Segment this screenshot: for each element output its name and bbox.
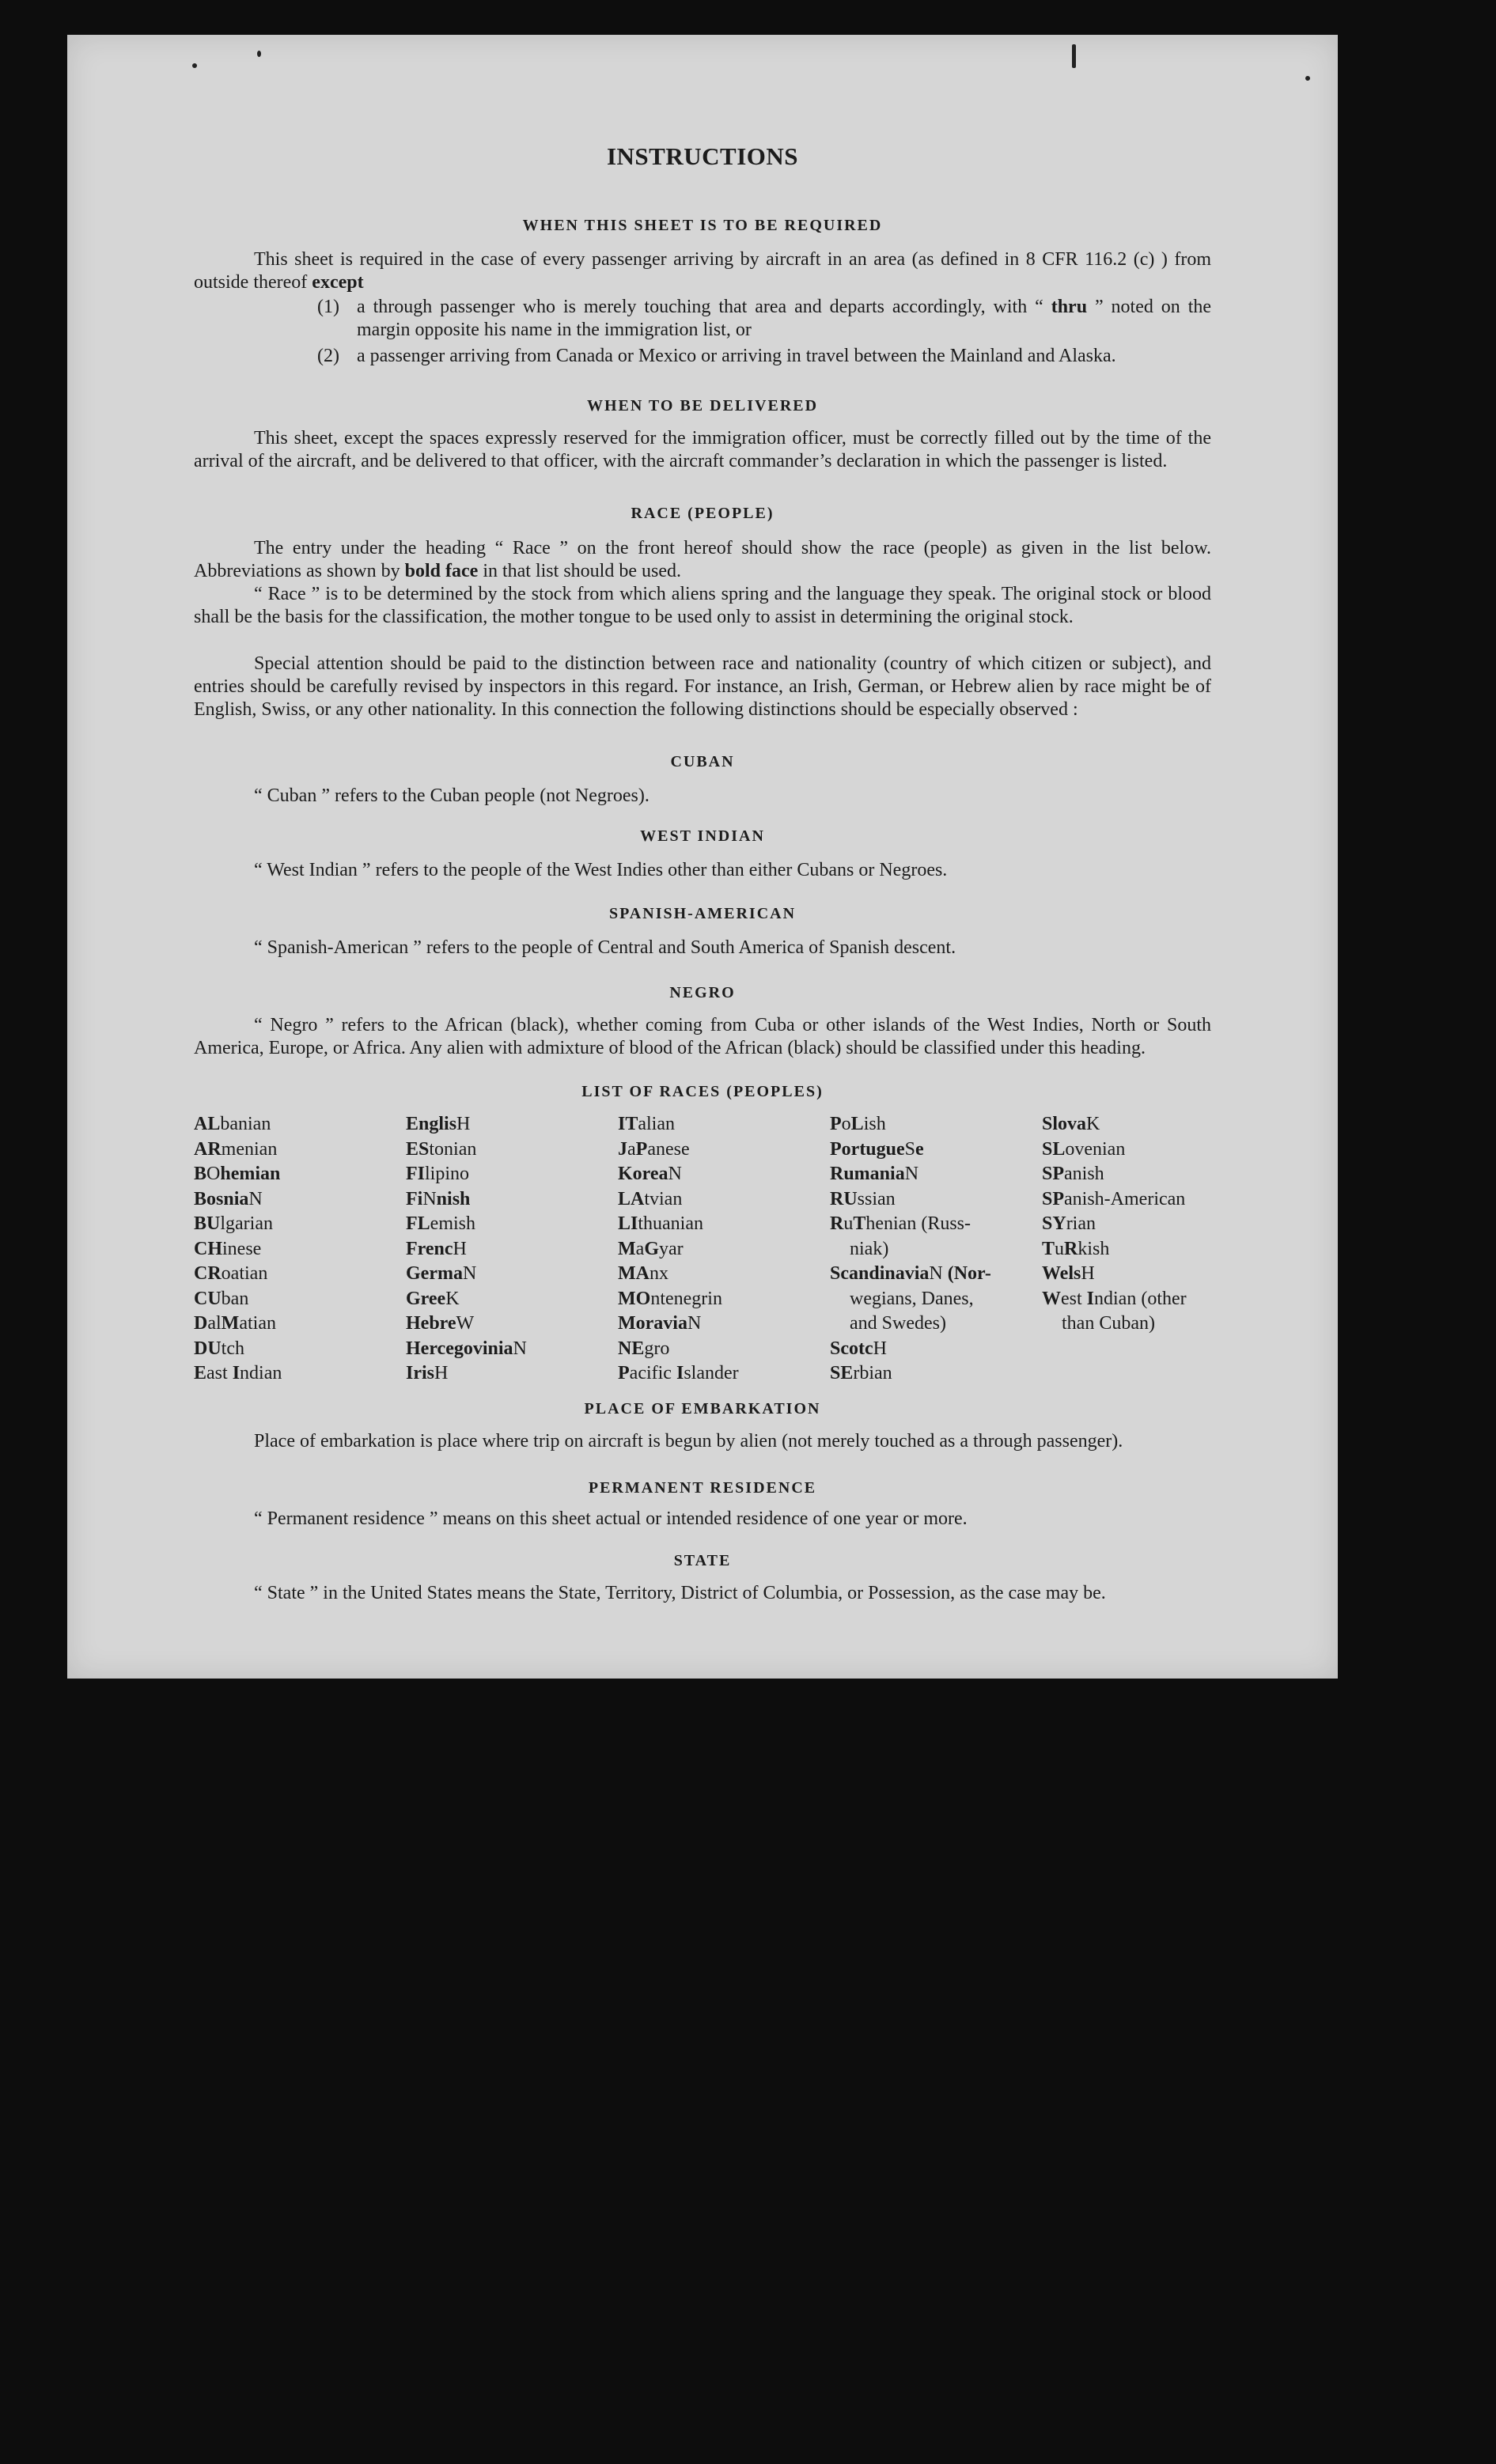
item-number: (2) bbox=[317, 346, 339, 366]
race-abbreviation: Germa bbox=[406, 1263, 463, 1284]
race-abbreviation: Hercegovinia bbox=[406, 1338, 513, 1359]
race-abbreviation: W bbox=[1042, 1288, 1061, 1309]
race-abbreviation: Gree bbox=[406, 1288, 446, 1309]
race-abbreviation: BU bbox=[194, 1213, 221, 1234]
race-abbreviation: LI bbox=[618, 1213, 638, 1234]
race-entry bbox=[1042, 1287, 1248, 1312]
race-text: menian bbox=[221, 1138, 278, 1160]
race-entry bbox=[830, 1361, 1036, 1387]
race-entry bbox=[406, 1337, 612, 1362]
race-text: u bbox=[843, 1213, 854, 1234]
race-text: anish bbox=[1064, 1164, 1104, 1184]
paragraph-cuban: “ Cuban ” refers to the Cuban people (not Negroes). bbox=[254, 785, 650, 806]
race-column bbox=[1042, 1112, 1248, 1337]
race-abbreviation: AL bbox=[194, 1114, 221, 1134]
race-abbreviation: G bbox=[644, 1238, 659, 1259]
race-abbreviation: FI bbox=[406, 1164, 425, 1184]
race-entry bbox=[406, 1212, 612, 1237]
paragraph-when-required bbox=[194, 248, 1211, 294]
race-entry bbox=[830, 1112, 1036, 1137]
race-abbreviation: T bbox=[1042, 1238, 1055, 1259]
race-abbreviation: FL bbox=[406, 1213, 430, 1234]
text: This sheet is required in the case of every passenger arriving by aircraft in an area (as defined in 8 CFR 116.2 (c) ) from outside thereof bbox=[194, 249, 1211, 293]
race-abbreviation: I bbox=[1086, 1288, 1095, 1309]
race-entry bbox=[618, 1311, 824, 1337]
race-abbreviation: ES bbox=[406, 1138, 430, 1160]
race-column bbox=[406, 1112, 612, 1387]
race-entry bbox=[194, 1311, 400, 1337]
race-text: a bbox=[635, 1238, 645, 1259]
race-entry bbox=[1042, 1162, 1248, 1187]
race-text: thuanian bbox=[638, 1213, 703, 1234]
race-abbreviation: hemian bbox=[220, 1164, 281, 1184]
race-abbreviation: J bbox=[618, 1138, 627, 1160]
race-text: ntenegrin bbox=[650, 1288, 722, 1309]
race-column bbox=[830, 1112, 1036, 1387]
race-abbreviation: MO bbox=[618, 1288, 651, 1309]
race-abbreviation: nish bbox=[436, 1188, 471, 1209]
race-entry bbox=[830, 1262, 1036, 1287]
race-entry bbox=[618, 1162, 824, 1187]
race-text: inese bbox=[222, 1238, 262, 1259]
document-sheet bbox=[67, 35, 1338, 1679]
race-text: K bbox=[1086, 1114, 1100, 1134]
race-entry bbox=[406, 1187, 612, 1213]
race-abbreviation: Iris bbox=[406, 1363, 434, 1383]
race-abbreviation: Wels bbox=[1042, 1263, 1081, 1284]
race-abbreviation: IT bbox=[618, 1114, 638, 1134]
race-text: o bbox=[841, 1114, 851, 1134]
race-abbreviation: Scandinavia bbox=[830, 1263, 930, 1284]
race-entry bbox=[830, 1187, 1036, 1213]
text: ” noted on the margin opposite his name in the immigration list, or bbox=[357, 297, 1212, 340]
race-entry bbox=[194, 1137, 400, 1163]
race-entry bbox=[194, 1112, 400, 1137]
race-abbreviation: Hebre bbox=[406, 1313, 456, 1334]
race-text: kish bbox=[1077, 1238, 1110, 1259]
race-entry bbox=[194, 1212, 400, 1237]
race-text: ish bbox=[863, 1114, 886, 1134]
race-text: wegians, Danes, bbox=[850, 1288, 974, 1309]
race-abbreviation: P bbox=[635, 1138, 648, 1160]
race-abbreviation: LA bbox=[618, 1188, 645, 1209]
race-abbreviation: P bbox=[618, 1363, 630, 1383]
paragraph-state: “ State ” in the United States means the State, Territory, District of Columbia, or Possession, as the case may be. bbox=[254, 1583, 1106, 1603]
race-entry bbox=[618, 1262, 824, 1287]
race-text: ndian bbox=[240, 1363, 282, 1383]
text: The entry under the heading “ Race ” on the front hereof should show the race (people) as given in the list below. Abbreviations as shown by bbox=[194, 538, 1211, 581]
race-entry bbox=[618, 1212, 824, 1237]
paragraph-spanish-american: “ Spanish-American ” refers to the people of Central and South America of Spanish descent. bbox=[254, 937, 956, 958]
race-text: a bbox=[627, 1138, 636, 1160]
race-entry bbox=[406, 1162, 612, 1187]
race-abbreviation: AR bbox=[194, 1138, 222, 1160]
heading-when-required: WHEN THIS SHEET IS TO BE REQUIRED bbox=[522, 217, 883, 234]
race-text: u bbox=[1055, 1238, 1065, 1259]
race-text: lgarian bbox=[220, 1213, 273, 1234]
heading-spanish-american: SPANISH-AMERICAN bbox=[608, 905, 797, 922]
race-text: tvian bbox=[644, 1188, 683, 1209]
race-entry bbox=[830, 1237, 1036, 1262]
paragraph-race-3: Special attention should be paid to the distinction between race and nationality (country of which citizen or subject), and entries should be carefully revised by inspectors in this regard. For instance, an Irish, German, or Hebrew alien by race might be of English, Swiss, or any other nationality. In this connection the following distinctions should be especially observed : bbox=[194, 653, 1211, 720]
race-entry bbox=[830, 1212, 1036, 1237]
race-abbreviation: SY bbox=[1042, 1213, 1066, 1234]
race-entry bbox=[406, 1237, 612, 1262]
race-text: gro bbox=[644, 1338, 670, 1359]
race-entry bbox=[194, 1237, 400, 1262]
race-text: est bbox=[1061, 1288, 1087, 1309]
heading-negro: NEGRO bbox=[669, 984, 736, 1001]
race-text: H bbox=[456, 1114, 471, 1134]
race-abbreviation: R bbox=[830, 1213, 844, 1234]
race-entry bbox=[1042, 1212, 1248, 1237]
race-text: N bbox=[462, 1263, 477, 1284]
race-text: O bbox=[206, 1164, 221, 1184]
race-entry bbox=[194, 1361, 400, 1387]
paragraph-west-indian: “ West Indian ” refers to the people of the West Indies other than either Cubans or Negroes. bbox=[254, 860, 948, 880]
race-entry bbox=[618, 1137, 824, 1163]
race-entry bbox=[830, 1337, 1036, 1362]
race-abbreviation: E bbox=[194, 1363, 207, 1383]
race-entry bbox=[1042, 1237, 1248, 1262]
race-abbreviation: CR bbox=[194, 1263, 222, 1284]
race-text: banian bbox=[220, 1114, 271, 1134]
race-text: ast bbox=[206, 1363, 233, 1383]
text: in that list should be used. bbox=[478, 561, 681, 581]
race-abbreviation: RU bbox=[830, 1188, 858, 1209]
race-entry bbox=[830, 1287, 1036, 1312]
race-text: W bbox=[456, 1313, 475, 1334]
paragraph-negro: “ Negro ” refers to the African (black), whether coming from Cuba or other islands of the West Indies, North or South America, Europe, or Africa. Any alien with admixture of blood of the African (black) should be classified under this heading. bbox=[194, 1015, 1211, 1058]
race-text: and Swedes) bbox=[850, 1313, 946, 1334]
race-abbreviation: I bbox=[232, 1363, 240, 1383]
paragraph-residence: “ Permanent residence ” means on this sheet actual or intended residence of one year or more. bbox=[254, 1508, 968, 1529]
race-abbreviation: Slova bbox=[1042, 1114, 1087, 1134]
race-text: henian (Russ- bbox=[865, 1213, 971, 1234]
race-text: N bbox=[513, 1338, 527, 1359]
race-abbreviation: T bbox=[853, 1213, 866, 1234]
heading-cuban: CUBAN bbox=[670, 753, 735, 770]
race-abbreviation: Frenc bbox=[406, 1238, 453, 1259]
race-text: H bbox=[453, 1238, 467, 1259]
race-entry bbox=[618, 1187, 824, 1213]
race-text: acific bbox=[629, 1363, 676, 1383]
heading-embarkation: PLACE OF EMBARKATION bbox=[584, 1400, 821, 1417]
race-text: N bbox=[929, 1263, 943, 1284]
heading-residence: PERMANENT RESIDENCE bbox=[588, 1479, 817, 1497]
race-text: al bbox=[207, 1313, 222, 1334]
race-text: tch bbox=[221, 1338, 244, 1359]
text: a through passenger who is merely touching that area and departs accordingly, with “ bbox=[357, 297, 1051, 317]
race-entry bbox=[194, 1262, 400, 1287]
page-title: INSTRUCTIONS bbox=[606, 142, 798, 170]
scan-speck bbox=[257, 51, 261, 57]
heading-list-of-races: LIST OF RACES (PEOPLES) bbox=[581, 1083, 824, 1100]
race-list bbox=[194, 1112, 1222, 1397]
race-text: emish bbox=[430, 1213, 475, 1234]
heading-when-delivered: WHEN TO BE DELIVERED bbox=[586, 397, 819, 414]
race-abbreviation: NE bbox=[618, 1338, 645, 1359]
race-text: nx bbox=[649, 1263, 668, 1284]
race-abbreviation: e bbox=[915, 1138, 924, 1160]
race-abbreviation: SE bbox=[830, 1363, 854, 1383]
race-abbreviation: CH bbox=[194, 1238, 222, 1259]
race-entry bbox=[618, 1337, 824, 1362]
heading-state: STATE bbox=[673, 1552, 732, 1569]
race-entry bbox=[194, 1162, 400, 1187]
scan-speck bbox=[1072, 44, 1076, 68]
race-abbreviation: R bbox=[1064, 1238, 1078, 1259]
race-abbreviation: L bbox=[850, 1114, 864, 1134]
race-abbreviation: Rumania bbox=[830, 1164, 905, 1184]
item-number: (1) bbox=[317, 297, 339, 317]
race-abbreviation: D bbox=[194, 1313, 208, 1334]
race-abbreviation: MA bbox=[618, 1263, 650, 1284]
race-entry bbox=[406, 1311, 612, 1337]
race-entry bbox=[194, 1187, 400, 1213]
race-text: anese bbox=[647, 1138, 690, 1160]
race-entry bbox=[1042, 1137, 1248, 1163]
race-abbreviation: Portugue bbox=[830, 1138, 905, 1160]
race-text: ovenian bbox=[1065, 1138, 1126, 1160]
race-entry bbox=[618, 1112, 824, 1137]
paragraph-race-2: “ Race ” is to be determined by the stock from which aliens spring and the language they speak. The original stock or blood shall be the basis for the classification, the mother tongue to be used only to assist in determining the original stock. bbox=[194, 584, 1211, 627]
race-entry bbox=[1042, 1262, 1248, 1287]
race-text: than Cuban) bbox=[1062, 1313, 1155, 1334]
race-abbreviation: M bbox=[618, 1238, 636, 1259]
heading-race: RACE (PEOPLE) bbox=[631, 505, 775, 522]
heading-west-indian: WEST INDIAN bbox=[640, 827, 765, 845]
race-text: N bbox=[687, 1313, 702, 1334]
race-entry bbox=[1042, 1187, 1248, 1213]
race-text: ban bbox=[221, 1288, 249, 1309]
race-text: rbian bbox=[853, 1363, 892, 1383]
list-item-2 bbox=[317, 345, 1211, 368]
race-abbreviation: P bbox=[830, 1114, 842, 1134]
race-column bbox=[618, 1112, 824, 1387]
race-abbreviation: Englis bbox=[406, 1114, 457, 1134]
race-entry bbox=[618, 1287, 824, 1312]
race-text: anish-American bbox=[1064, 1188, 1186, 1209]
race-abbreviation: I bbox=[676, 1363, 684, 1383]
race-text: rian bbox=[1066, 1213, 1096, 1234]
race-entry bbox=[1042, 1112, 1248, 1137]
race-abbreviation: Fi bbox=[406, 1188, 423, 1209]
race-entry bbox=[1042, 1311, 1248, 1337]
race-entry bbox=[406, 1262, 612, 1287]
race-abbreviation: Moravia bbox=[618, 1313, 687, 1334]
list-item-1 bbox=[317, 296, 1211, 342]
race-text: H bbox=[1081, 1263, 1095, 1284]
race-text: niak) bbox=[850, 1238, 889, 1259]
paragraph-race-1 bbox=[194, 537, 1211, 583]
race-text: yar bbox=[658, 1238, 684, 1259]
race-text: ndian (other bbox=[1094, 1288, 1187, 1309]
race-abbreviation: Scotc bbox=[830, 1338, 873, 1359]
race-entry bbox=[618, 1237, 824, 1262]
race-abbreviation: SP bbox=[1042, 1164, 1065, 1184]
race-abbreviation: SL bbox=[1042, 1138, 1066, 1160]
race-entry bbox=[406, 1287, 612, 1312]
race-entry bbox=[194, 1337, 400, 1362]
race-text: slander bbox=[684, 1363, 739, 1383]
emphasis-except: except bbox=[312, 272, 364, 293]
race-abbreviation: M bbox=[221, 1313, 240, 1334]
race-abbreviation: DU bbox=[194, 1338, 222, 1359]
race-entry bbox=[830, 1311, 1036, 1337]
race-entry bbox=[830, 1162, 1036, 1187]
race-text: alian bbox=[638, 1114, 675, 1134]
race-text: atian bbox=[239, 1313, 276, 1334]
race-text: H bbox=[873, 1338, 887, 1359]
race-abbreviation: CU bbox=[194, 1288, 222, 1309]
emphasis-bold-face: bold face bbox=[404, 561, 479, 581]
race-entry bbox=[830, 1137, 1036, 1163]
race-text: oatian bbox=[221, 1263, 268, 1284]
race-text: N bbox=[248, 1188, 263, 1209]
race-entry bbox=[618, 1361, 824, 1387]
race-entry bbox=[406, 1361, 612, 1387]
text: a passenger arriving from Canada or Mexico or arriving in travel between the Mainland and Alaska. bbox=[357, 346, 1116, 366]
race-text: lipino bbox=[425, 1164, 470, 1184]
race-entry bbox=[194, 1287, 400, 1312]
scan-speck bbox=[1305, 76, 1310, 81]
race-text: N bbox=[422, 1188, 437, 1209]
race-text: tonian bbox=[429, 1138, 477, 1160]
race-abbreviation: Bosnia bbox=[194, 1188, 249, 1209]
scan-speck bbox=[192, 63, 197, 68]
paragraph-when-delivered: This sheet, except the spaces expressly reserved for the immigration officer, must be correctly filled out by the time of the arrival of the aircraft, and be delivered to that officer, with the aircraft commander’s declaration in which the passenger is listed. bbox=[194, 428, 1211, 471]
race-text: ssian bbox=[857, 1188, 896, 1209]
race-abbreviation: B bbox=[194, 1164, 207, 1184]
race-column bbox=[194, 1112, 400, 1387]
race-text: N bbox=[668, 1164, 682, 1184]
race-entry bbox=[406, 1137, 612, 1163]
race-text: K bbox=[445, 1288, 460, 1309]
race-abbreviation: SP bbox=[1042, 1188, 1065, 1209]
emphasis-thru: thru bbox=[1051, 297, 1088, 317]
race-text: N bbox=[904, 1164, 919, 1184]
paragraph-embarkation: Place of embarkation is place where trip on aircraft is begun by alien (not merely touched as a through passenger). bbox=[254, 1431, 1123, 1452]
race-abbreviation: (Nor- bbox=[942, 1263, 991, 1284]
race-text: S bbox=[904, 1138, 916, 1160]
race-text: H bbox=[434, 1363, 449, 1383]
race-abbreviation: Korea bbox=[618, 1164, 668, 1184]
race-entry bbox=[406, 1112, 612, 1137]
